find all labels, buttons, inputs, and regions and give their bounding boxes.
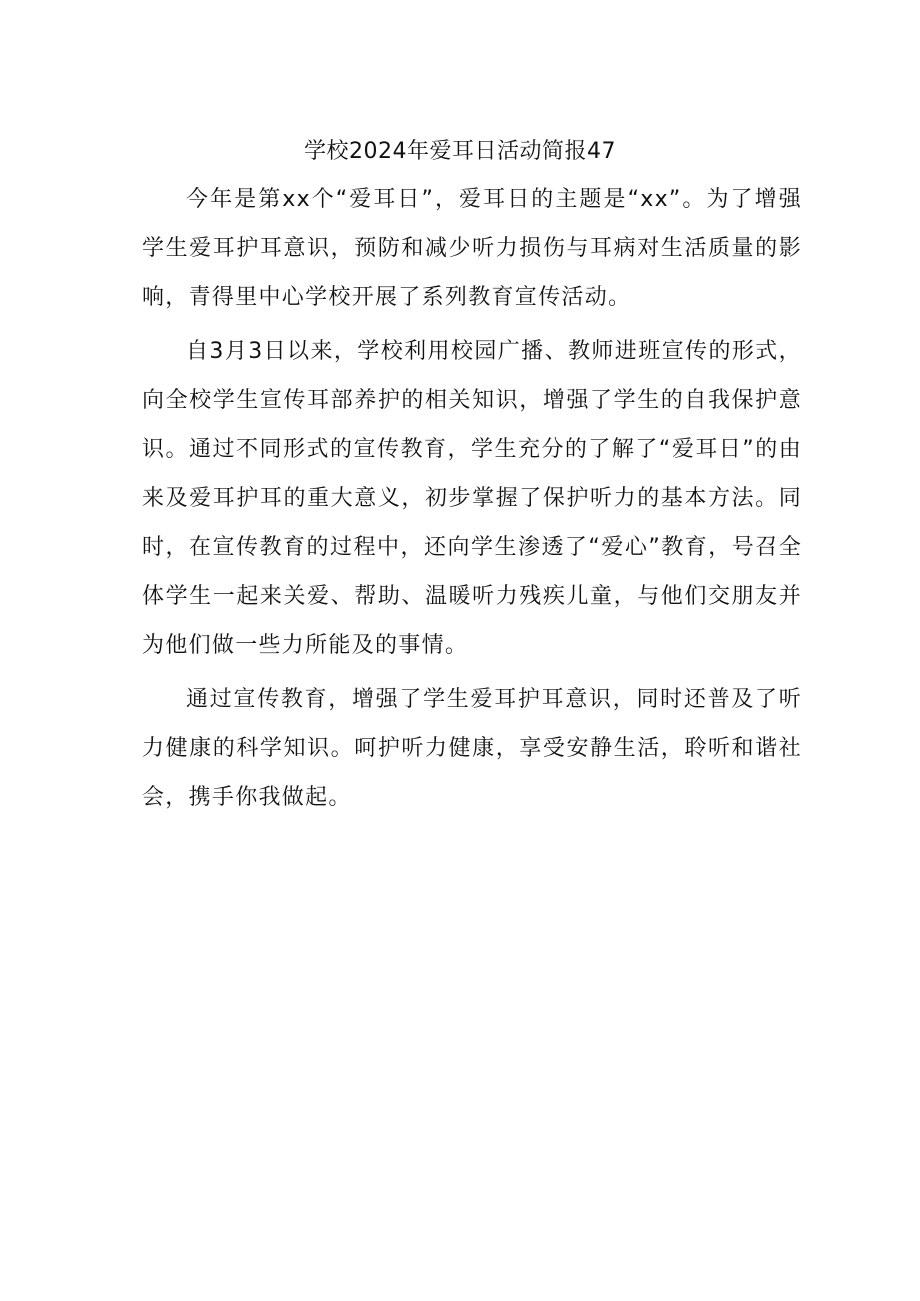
document-title: 学校2024年爱耳日活动简报47 <box>304 139 616 164</box>
paragraph-intro: 今年是第xx个“爱耳日”，爱耳日的主题是“xx”。为了增强学生爱耳护耳意识，预防和减少听力损伤与耳病对生活质量的影响，青得里中心学校开展了系列教育宣传活动。 <box>142 187 802 310</box>
document-body <box>142 175 802 827</box>
paragraph-conclusion: 通过宣传教育，增强了学生爱耳护耳意识，同时还普及了听力健康的科学知识。呵护听力健康，享受安静生活，聆听和谐社会，携手你我做起。 <box>142 687 802 810</box>
paragraph-activities: 自3月3日以来，学校利用校园广播、教师进班宣传的形式，向全校学生宣传耳部养护的相关知识，增强了学生的自我保护意识。通过不同形式的宣传教育，学生充分的了解了“爱耳日”的由来及爱耳护耳的重大意义，初步掌握了保护听力的基本方法。同时，在宣传教育的过程中，还向学生渗透了“爱心”教育，号召全体学生一起来关爱、帮助、温暖听力残疾儿童，与他们交朋友并为他们做一些力所能及的事情。 <box>142 339 802 658</box>
